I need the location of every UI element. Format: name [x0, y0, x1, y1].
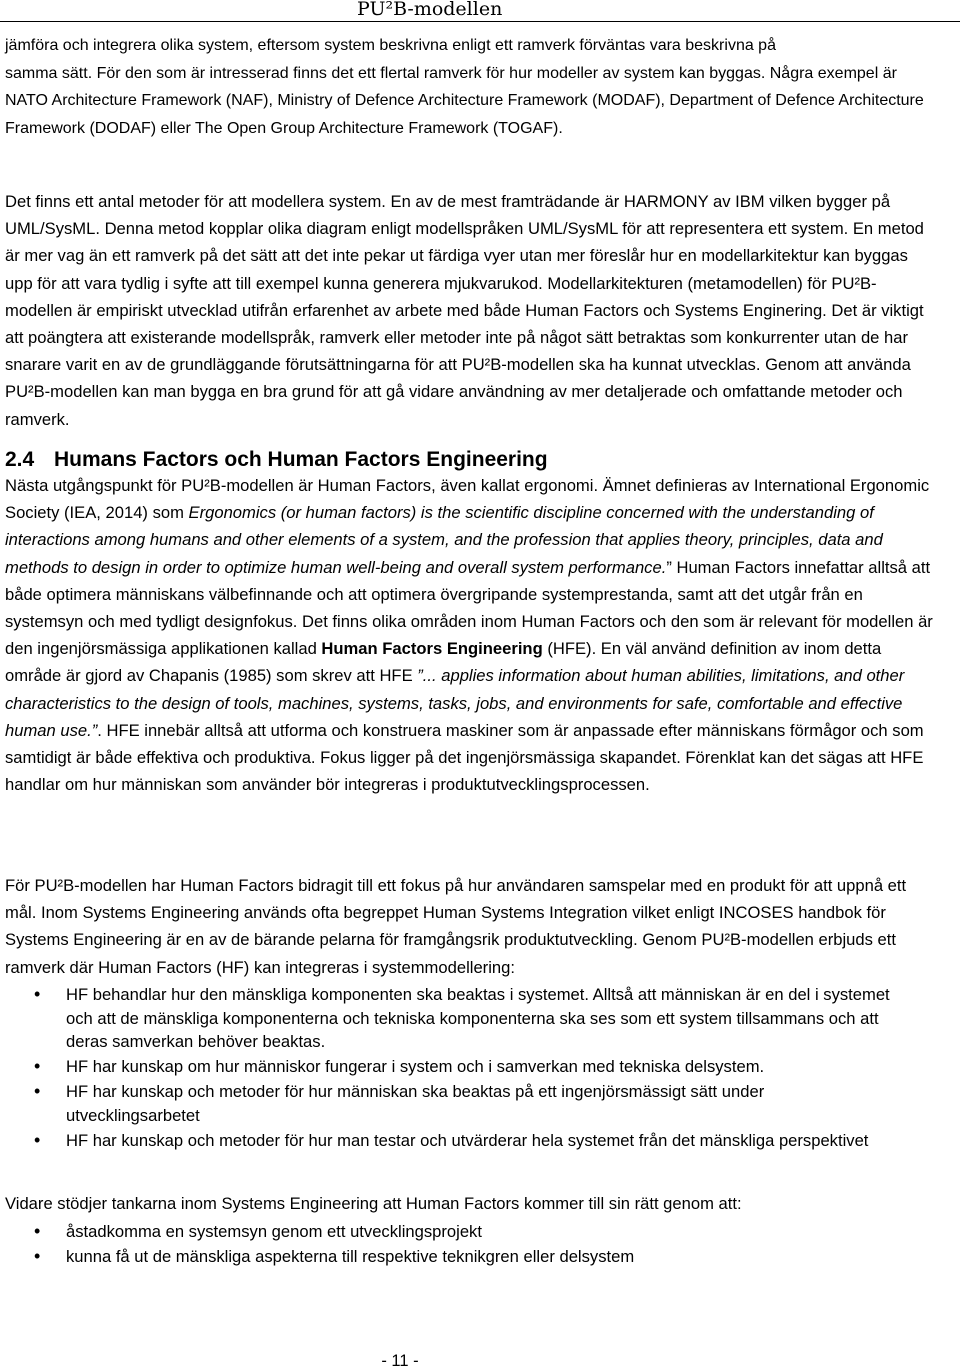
intro-line-2: samma sätt. För den som är intresserad finns det ett flertal ramverk för hur modeller av system kan byggas.	[5, 64, 766, 82]
list-item: • HF har kunskap om hur människor fungerar i system och i samverkan med tekniska delsystem.	[0, 1055, 900, 1079]
section-heading	[5, 447, 548, 473]
intro-paragraph	[5, 32, 935, 142]
hfe-term: Human Factors Engineering	[321, 639, 543, 659]
list-item: • HF behandlar hur den mänskliga komponenten ska beaktas i systemet. Alltså att människan är en del i systemet och att de mänskliga komponenterna och tekniska komponenterna ska ses som ett system tillsammans och att deras samverkan behöver beaktas.	[0, 983, 900, 1054]
human-factors-paragraph	[5, 472, 935, 798]
hf-text-2: ” Human Factors innefattar alltså att både optimera människans välbefinnande och att optimera övergripande systemprestanda, samt att det utgår från en systemsyn och med tydligt designfokus. Det finns olika områden inom Human Factors och den som är relevant för modellen är den ingenjörsmässiga applikationen kallad	[5, 557, 933, 659]
chapanis-quote: ”... applies information about human abilities, limitations, and other characteristics to the design of tools, machines, systems, tasks, jobs, and environments for safe, comfortable and effective human use.”	[5, 666, 905, 740]
intro-line-1: jämföra och integrera olika system, eftersom system beskrivna enligt ett ramverk förväntas vara beskrivna på	[5, 37, 776, 54]
list-item: • HF har kunskap och metoder för hur man testar och utvärderar hela systemet från det mänskliga perspektivet	[0, 1129, 900, 1153]
intro-rest: Några exempel är NATO Architecture Framework (NAF), Ministry of Defence Architecture Framework (MODAF), Department of Defence Architecture Framework (DODAF) eller The Open Group Architecture Framework (TOGAF).	[5, 64, 924, 137]
page-number: - 11 -	[381, 1352, 419, 1370]
section-number: 2.4	[5, 448, 35, 471]
se-bullet-list	[0, 1220, 900, 1269]
section-title: Humans Factors och Human Factors Engineering	[54, 448, 548, 471]
hf-bullet-list	[0, 983, 900, 1154]
running-header: PU²B-modellen	[357, 0, 503, 20]
hf-text-4: . HFE innebär alltså att utforma och konstruera maskiner som är anpassade efter människans förmågor och som samtidigt är både effektiva och produktiva. Fokus ligger på det ingenjörsmässiga skapandet. Förenklat kan det sägas att HFE handlar om hur människan som använder bör integreras i produktutvecklingsprocessen.	[5, 720, 924, 795]
list-item: • åstadkomma en systemsyn genom ett utvecklingsprojekt	[0, 1220, 900, 1244]
iea-quote: Ergonomics (or human factors) is the scientific discipline concerned with the understanding of interactions among humans and other elements of a system, and the profession that applies theory, principles, data and methods to design in order to optimize human well-being and overall system performance.	[5, 503, 883, 577]
pu2b-hf-paragraph: För PU²B-modellen har Human Factors bidragit till ett fokus på hur användaren samspelar med en produkt för att uppnå ett mål. Inom Systems Engineering används ofta begreppet Human Systems Integration vilket enligt INCOSES handbok för Systems Engineering är en av de bärande pelarna för framgångsrik produktutveckling. Genom PU²B-modellen erbjuds ett ramverk där Human Factors (HF) kan integreras i systemmodellering:	[5, 876, 907, 977]
hf-text-3: (HFE). En väl använd definition av inom detta område är gjord av Chapanis (1985) som skrev att HFE	[5, 639, 882, 686]
list-item: • kunna få ut de mänskliga aspekterna till respektive teknikgren eller delsystem	[0, 1245, 900, 1269]
hf-text-1: Nästa utgångspunkt för PU²B-modellen är Human Factors, även kallat ergonomi. Ämnet definieras av International Ergonomic Society (IEA, 2014) som	[5, 476, 930, 523]
systems-engineering-paragraph: Vidare stödjer tankarna inom Systems Engineering att Human Factors kommer till sin rätt genom att:	[5, 1194, 742, 1213]
methods-paragraph: Det finns ett antal metoder för att modellera system. En av de mest framträdande är HARMONY av IBM vilken bygger på UML/SysML. Denna metod kopplar olika diagram enligt modellspråken UML/SysML för att representera ett system. En metod är mer vag än ett ramverk på det sätt att det inte pekar ut färdiga vyer utan mer föreslår hur en modellarkitektur kan byggas upp för att vara tydlig i syfte att till exempel kunna generera mjukvarukod. Modellarkitekturen (metamodellen) för PU²B-modellen är empiriskt utvecklad utifrån erfarenhet av arbete med både Human Factors och Systems Enginering. Det är viktigt att poängtera att existerande modellspråk, ramverk eller metoder inte på något sätt betraktas som konkurrenter utan de har snarare varit en av de grundläggande förutsättningarna för att PU²B-modellen ska ha kunnat utvecklas. Genom att använda PU²B-modellen kan man bygga en bra grund för att gå vidare användning av mer detaljerade och omfattande metoder och ramverk.	[5, 192, 924, 429]
list-item: • HF har kunskap och metoder för hur människan ska beaktas på ett ingenjörsmässigt sätt under utvecklingsarbetet	[0, 1080, 900, 1127]
header-rule	[0, 21, 960, 22]
